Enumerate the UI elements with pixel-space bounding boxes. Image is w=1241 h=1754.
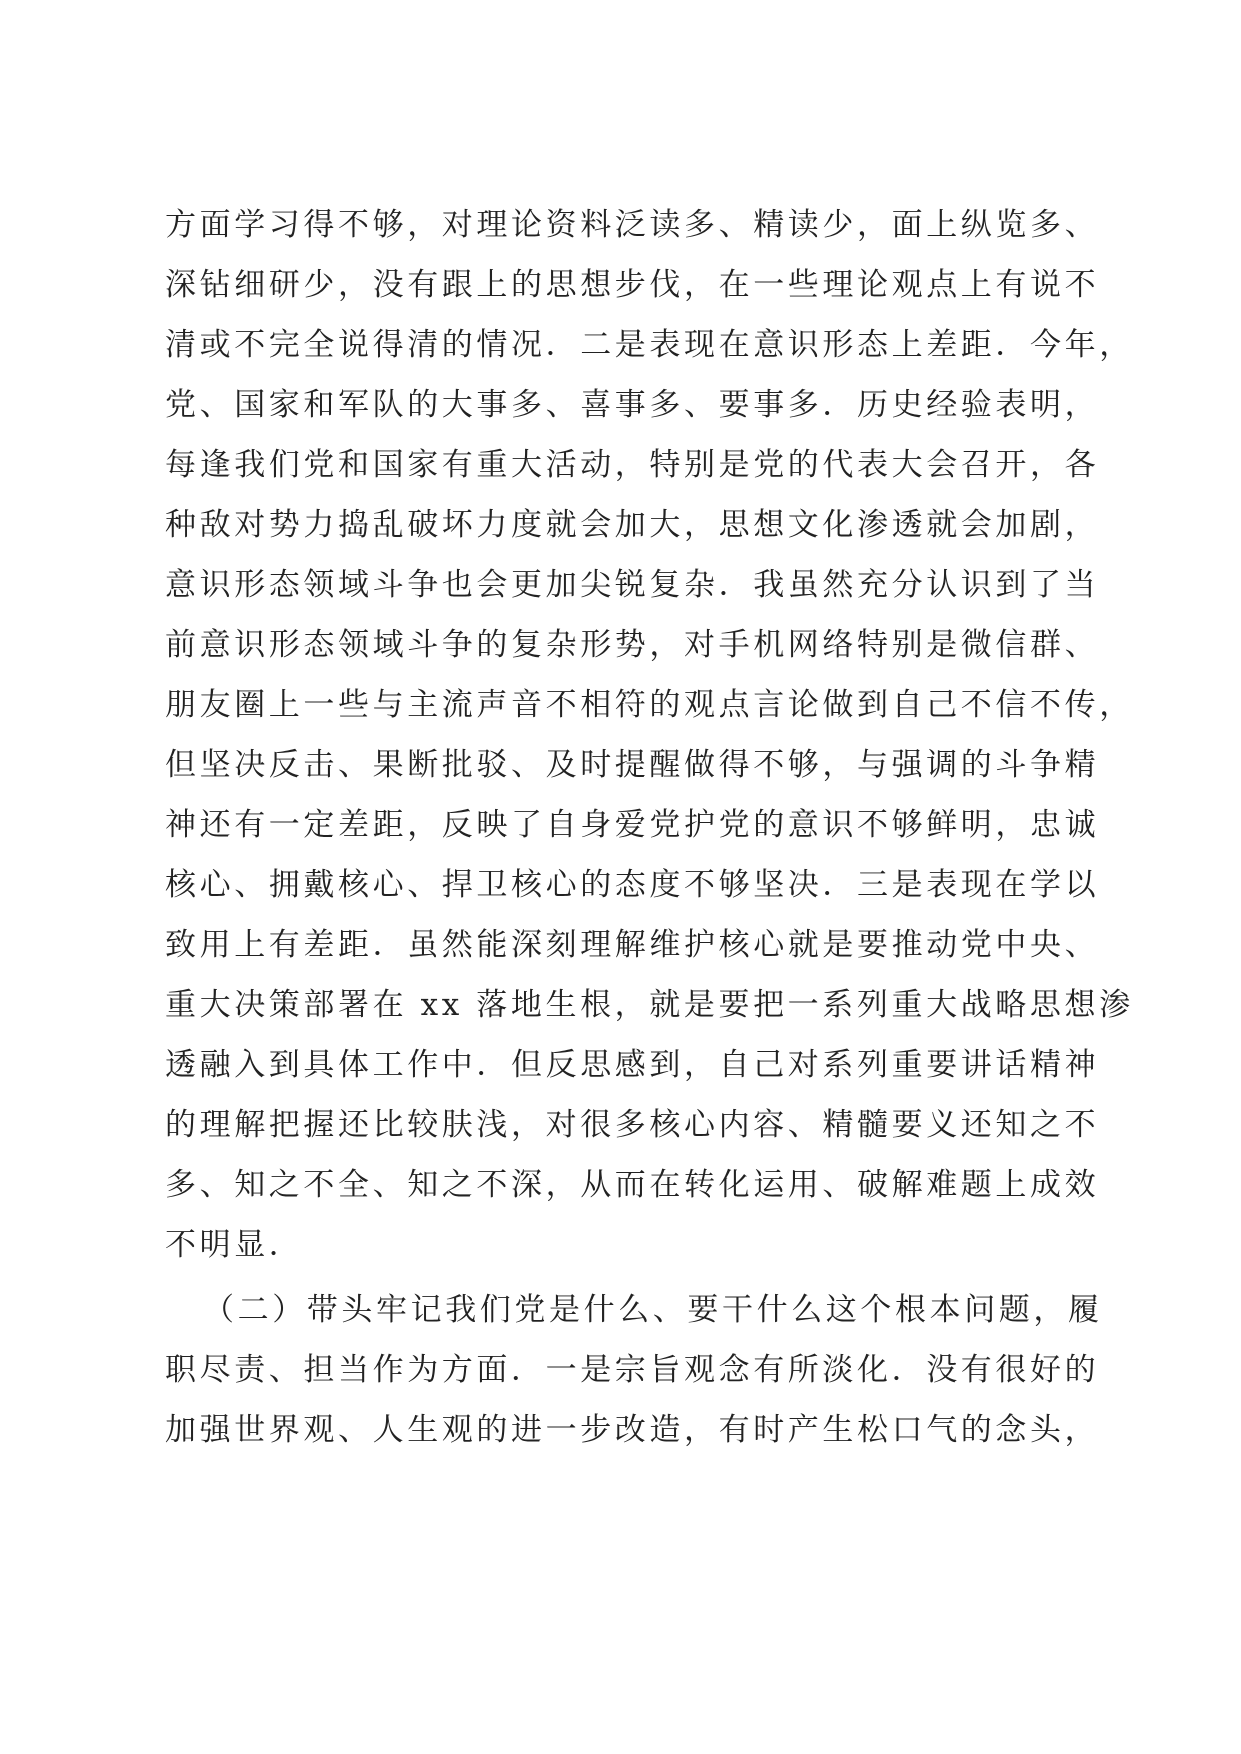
section-heading-line: （二）带头牢记我们党是什么、要干什么这个根本问题，履: [203, 1292, 1103, 1328]
text-line: 意识形态领域斗争也会更加尖锐复杂．我虽然充分认识到了当: [165, 567, 1100, 603]
text-line: 种敌对势力捣乱破坏力度就会加大，思想文化渗透就会加剧，: [165, 507, 1100, 543]
text-line: 党、国家和军队的大事多、喜事多、要事多．历史经验表明，: [165, 387, 1100, 423]
text-line: 方面学习得不够，对理论资料泛读多、精读少，面上纵览多、: [165, 207, 1100, 243]
text-line: 致用上有差距．虽然能深刻理解维护核心就是要推动党中央、: [165, 927, 1100, 963]
text-line: 加强世界观、人生观的进一步改造，有时产生松口气的念头，: [165, 1412, 1100, 1448]
paragraph-2: [165, 1280, 1103, 1460]
text-line: 职尽责、担当作为方面．一是宗旨观念有所淡化．没有很好的: [165, 1352, 1100, 1388]
text-line: 深钻细研少，没有跟上的思想步伐，在一些理论观点上有说不: [165, 267, 1100, 303]
text-line: 的理解把握还比较肤浅，对很多核心内容、精髓要义还知之不: [165, 1107, 1100, 1143]
text-line: 重大决策部署在 xx 落地生根，就是要把一系列重大战略思想渗: [165, 987, 1134, 1023]
text-line: 多、知之不全、知之不深，从而在转化运用、破解难题上成效: [165, 1167, 1100, 1203]
text-line: 前意识形态领域斗争的复杂形势，对手机网络特别是微信群、: [165, 627, 1100, 663]
paragraph-1: [165, 195, 1134, 1275]
text-line: 朋友圈上一些与主流声音不相符的观点言论做到自己不信不传，: [165, 687, 1134, 723]
text-line: 神还有一定差距，反映了自身爱党护党的意识不够鲜明，忠诚: [165, 807, 1100, 843]
text-line: 每逢我们党和国家有重大活动，特别是党的代表大会召开，各: [165, 447, 1100, 483]
text-line: 但坚决反击、果断批驳、及时提醒做得不够，与强调的斗争精: [165, 747, 1100, 783]
text-line: 核心、拥戴核心、捍卫核心的态度不够坚决．三是表现在学以: [165, 867, 1100, 903]
text-line: 透融入到具体工作中．但反思感到，自己对系列重要讲话精神: [165, 1047, 1100, 1083]
text-line: 清或不完全说得清的情况．二是表现在意识形态上差距．今年，: [165, 327, 1134, 363]
text-line: 不明显．: [165, 1227, 304, 1263]
